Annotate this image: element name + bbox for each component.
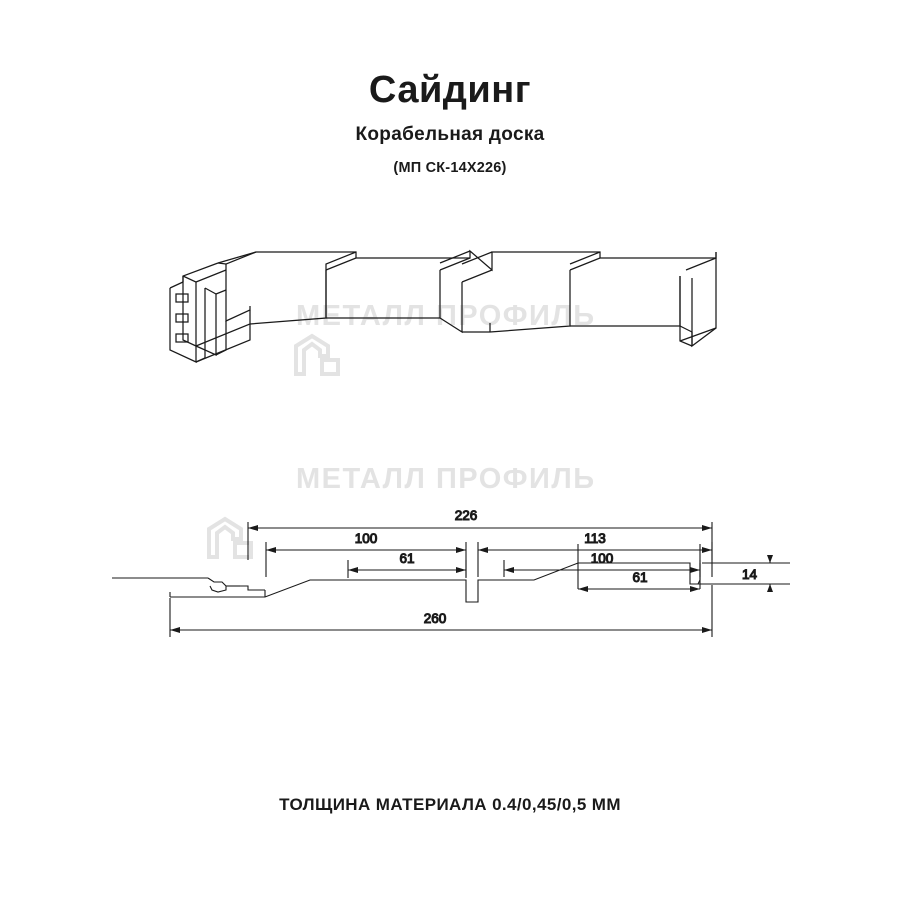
dim-61-right: 61 [632,570,648,585]
isometric-drawing [0,228,900,408]
page-title: Сайдинг [368,69,532,111]
material-thickness-label: ТОЛЩИНА МАТЕРИАЛА 0.4/0,45/0,5 ММ [279,795,621,814]
dim-260: 260 [423,611,447,626]
dim-100-left: 100 [354,531,378,546]
dim-226: 226 [454,508,478,523]
product-code: (МП СК-14Х226) [393,159,507,176]
header [0,70,900,176]
dim-61-left: 61 [399,551,415,566]
dim-14: 14 [741,567,757,582]
dim-100-right: 100 [590,551,614,566]
watermark-text-top: МЕТАЛЛ ПРОФИЛЬ [296,300,596,332]
cross-section-drawing [0,432,900,692]
watermark-text-bottom: МЕТАЛЛ ПРОФИЛЬ [296,463,596,495]
footer [0,795,900,815]
page-subtitle: Корабельная доска [355,123,545,145]
dim-113: 113 [584,531,606,546]
